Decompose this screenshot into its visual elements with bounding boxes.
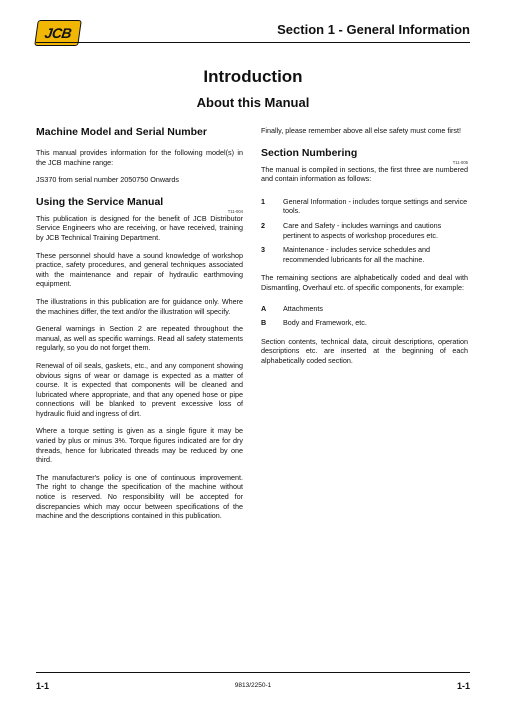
paragraph: Finally, please remember above all else safety must come first! [261,126,461,135]
paragraph: Where a torque setting is given as a single figure it may be varied by plus or minus 3%. Torque figures indicated are for dry threads, hence for lubricated threads may be reduced by one third. [36,426,243,465]
page-number-right: 1-1 [456,681,470,691]
machine-model-heading: Machine Model and Serial Number [36,126,207,138]
list-item-letter: B [261,318,267,328]
list-item-number: 1 [261,196,265,206]
footer-rule [36,672,470,673]
numbered-list [261,197,468,265]
paragraph: Section contents, technical data, circuit descriptions, operation descriptions etc. are inserted at the beginning of each alphabetically coded section. [261,336,468,365]
paragraph: This publication is designed for the benefit of JCB Distributor Service Engineers who are receiving, or have received, training by JCB Technical Training Department. [36,213,243,242]
paragraph: JS370 from serial number 2050750 Onwards [36,175,180,185]
paragraph: This manual provides information for the following model(s) in the JCB machine range: [36,148,243,167]
reference-code: T11-005 [452,159,468,165]
section-numbering-heading: Section Numbering [261,146,358,159]
list-item [261,318,468,328]
jcb-logo: JCB [34,20,82,46]
paragraph: These personnel should have a sound knowledge of workshop practice, safety procedures, and general techniques associated with the maintenance and repair of hydraulic earthmoving equipment. [36,250,243,289]
list-item-text: Attachments [283,303,323,313]
list-item [261,304,468,314]
list-item-number: 3 [261,245,265,255]
paragraph: The illustrations in this publication are for guidance only. Where the machines differ, the text and/or the illustration will specify. [36,296,243,316]
lettered-list [261,304,468,328]
list-item-letter: A [261,303,267,313]
paragraph: The manual is compiled in sections, the first three are numbered and contain information as follows: [261,164,468,184]
list-item [261,245,468,264]
paragraph: The manufacturer's policy is one of continuous improvement. The right to change the specification of the machine without notice is reserved. No responsibility will be accepted for discrepancies which may occur between specifications of the machine and the descriptions contained in this publication. [36,472,243,521]
page-number-left: 1-1 [36,681,50,691]
list-item-text: General Information - includes torque settings and service tools. [283,196,468,216]
reference-code: T11-004 [227,208,243,214]
list-item-text: Body and Framework, etc. [283,318,367,328]
paragraph: Renewal of oil seals, gaskets, etc., and any component showing obvious signs of wear or damage is expected as a matter of course. It is expected that components will be cleaned and lubricated where appropriate, and that any opened hose or pipe connections will be blanked to prevent excessive loss of hydraulic fluid and ingress of dirt. [36,360,243,418]
header-rule [36,42,470,43]
page-subtitle: About this Manual [196,95,310,110]
right-column [261,126,468,374]
paragraph: General warnings in Section 2 are repeated throughout the manual, as well as specific warnings. Read all safety statements regularly, so you do not forget them. [36,324,243,353]
list-item [261,197,468,216]
list-item [261,221,468,240]
paragraph: The remaining sections are alphabetically coded and deal with Dismantling, Overhaul etc. of specific components, for example: [261,273,468,292]
using-manual-heading: Using the Service Manual [36,195,164,208]
document-number: 9813/2250-1 [234,682,272,689]
list-item-text: Care and Safety - includes warnings and cautions pertinent to aspects of workshop procedures etc. [283,220,442,240]
page-title: Introduction [203,67,303,86]
list-item-text: Maintenance - includes service schedules and recommended lubricants for all the machine. [283,245,431,264]
list-item-number: 2 [261,220,265,230]
section-title: Section 1 - General Information [277,22,470,37]
left-column [36,126,243,529]
